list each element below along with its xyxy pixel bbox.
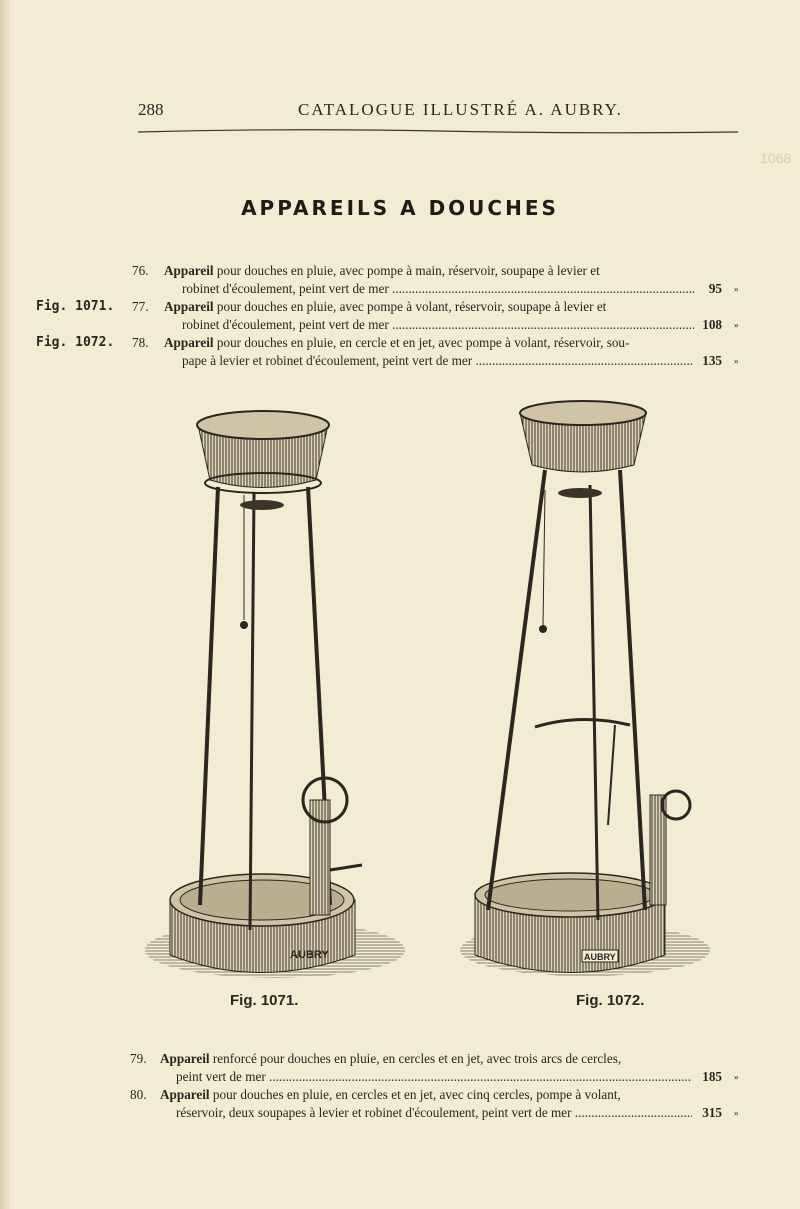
entry-description	[164, 334, 690, 352]
entry-text: pour douches en pluie, avec pompe à volant, réservoir, soupape à levier et	[216, 299, 607, 314]
entry-lead: Appareil	[164, 299, 214, 314]
entry-description	[164, 298, 690, 316]
entry-text: pour douches en pluie, en cercles et en jet, avec cinq cercles, pompe à volant,	[212, 1087, 621, 1102]
bleed-through-text: 1068	[760, 150, 792, 166]
section-title: APPAREILS A DOUCHES	[241, 196, 559, 220]
entry-description	[160, 1050, 682, 1068]
entry-lead: Appareil	[164, 263, 214, 278]
entry-description	[164, 262, 690, 280]
catalogue-entry-79	[0, 1050, 800, 1086]
brand-mark: AUBRY	[584, 952, 616, 962]
catalogue-entries	[0, 262, 800, 370]
catalogue-entry-78	[0, 334, 800, 370]
header-rule	[138, 128, 738, 134]
entry-text: renforcé pour douches en pluie, en cercles et en jet, avec trois arcs de cercles,	[212, 1051, 622, 1066]
catalogue-entries-bottom	[0, 1050, 800, 1122]
price: 95	[700, 280, 722, 298]
item-number: 78.	[132, 335, 149, 350]
item-number: 80.	[130, 1087, 147, 1102]
entry-text: pour douches en pluie, avec pompe à main, réservoir, soupape à levier et	[216, 263, 600, 278]
entry-continuation: robinet d'écoulement, peint vert de mer .....	[182, 316, 694, 334]
entry-description	[160, 1086, 682, 1104]
figure-reference: Fig. 1072.	[36, 335, 115, 350]
item-number: 79.	[130, 1051, 147, 1066]
entry-continuation: peint vert de mer .....	[176, 1068, 692, 1086]
catalogue-entry-80	[0, 1086, 800, 1122]
figure-caption: Fig. 1071.	[230, 992, 299, 1009]
ditto-mark: »	[734, 320, 739, 330]
item-number: 77.	[132, 299, 149, 314]
page-number: 288	[138, 100, 164, 119]
running-title: CATALOGUE ILLUSTRÉ A. AUBRY.	[298, 100, 623, 119]
brand-mark: AUBRY	[290, 949, 329, 961]
ditto-mark: »	[734, 1108, 739, 1118]
entry-text: pour douches en pluie, en cercle et en jet, avec pompe à volant, réservoir, sou-	[216, 335, 630, 350]
catalogue-entry-76	[0, 262, 800, 298]
ditto-mark: »	[734, 356, 739, 366]
entry-continuation: réservoir, deux soupapes à levier et robinet d'écoulement, peint vert de mer .....	[176, 1104, 692, 1122]
shower-illustrations	[0, 395, 800, 990]
ditto-mark: »	[734, 284, 739, 294]
catalogue-entry-77	[0, 298, 800, 334]
entry-lead: Appareil	[160, 1051, 210, 1066]
figure-1072-drawing	[460, 401, 710, 976]
entry-continuation: pape à levier et robinet d'écoulement, peint vert de mer .....	[182, 352, 694, 370]
entry-continuation: robinet d'écoulement, peint vert de mer .....	[182, 280, 694, 298]
figure-1071-drawing	[145, 411, 405, 978]
item-number: 76.	[132, 263, 149, 278]
figure-caption: Fig. 1072.	[576, 992, 645, 1009]
figure-reference: Fig. 1071.	[36, 299, 115, 314]
price: 135	[700, 352, 722, 370]
ditto-mark: »	[734, 1072, 739, 1082]
entry-lead: Appareil	[160, 1087, 210, 1102]
price: 108	[700, 316, 722, 334]
entry-lead: Appareil	[164, 335, 214, 350]
price: 315	[700, 1104, 722, 1122]
price: 185	[700, 1068, 722, 1086]
